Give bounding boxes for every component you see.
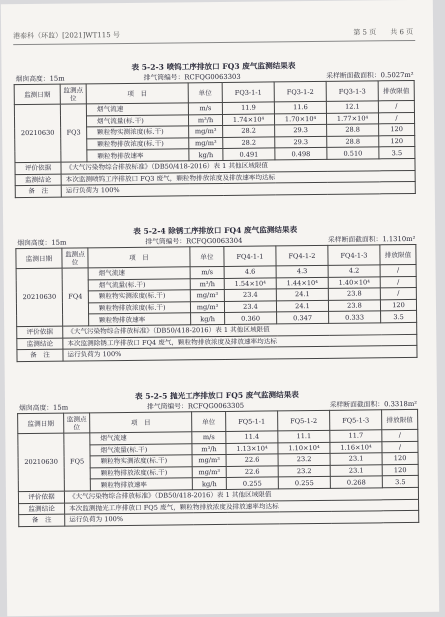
value-cell: 23.8 — [328, 300, 380, 312]
value-cell: 28.2 — [223, 137, 275, 149]
column-header: FQ3-1-2 — [274, 81, 326, 102]
remark-label: 备 注 — [19, 514, 65, 526]
value-cell: 4.3 — [276, 265, 328, 277]
column-header: 监测日期 — [16, 248, 62, 268]
limit-cell: 120 — [379, 124, 415, 136]
remark-text: 运行负荷为 100% — [65, 511, 419, 526]
value-cell: 1.40×10⁴ — [328, 276, 380, 288]
item-cell: 颗粒物排放速率 — [87, 149, 189, 162]
limit-cell: / — [382, 429, 418, 441]
monitoring-section-fq3 — [13, 59, 414, 198]
value-cell: 1.77×10⁴ — [326, 112, 378, 124]
column-header: 监测点位 — [64, 413, 90, 433]
outlet-code: 排气筒编号：RCFQG0063304 — [145, 236, 243, 246]
limit-cell: / — [378, 100, 414, 112]
column-header: FQ5-1-3 — [330, 410, 382, 431]
item-cell: 颗粒物排放浓度(标.干) — [87, 138, 189, 151]
value-cell: 0.491 — [223, 148, 275, 160]
basis-label: 评价依据 — [18, 491, 64, 503]
column-header: 监测点位 — [62, 248, 88, 268]
column-header: 排放限值 — [378, 80, 414, 100]
item-cell: 颗粒物排放浓度(标.干) — [88, 302, 190, 315]
limit-cell: 3.5 — [382, 476, 418, 488]
value-cell: 1.74×10⁴ — [222, 114, 274, 126]
item-cell: 颗粒物实测浓度(标.干) — [87, 126, 189, 139]
monitoring-section-fq4 — [15, 223, 416, 362]
unit-cell: mg/m³ — [189, 126, 223, 138]
value-cell: 1.44×10⁴ — [276, 277, 328, 289]
value-cell: 28.2 — [223, 125, 275, 137]
column-header: 单位 — [190, 246, 224, 266]
item-cell: 颗粒物排放浓度(标.干) — [90, 467, 192, 480]
value-cell: 22.6 — [226, 454, 278, 466]
value-cell: 11.4 — [226, 431, 278, 443]
value-cell: 23.2 — [278, 454, 330, 466]
section-area: 采样断面截面积：0.3318m² — [329, 399, 418, 409]
limit-cell: / — [380, 264, 416, 276]
column-header: FQ4-1-1 — [224, 246, 276, 267]
value-cell: 0.333 — [329, 311, 381, 323]
stack-height: 烟囱高度：15m — [15, 74, 65, 84]
conclusion-text: 本次监测除锈工序排放口 FQ4 废气，颗粒物排放浓度及排放速率均达标 — [63, 334, 417, 349]
conclusion-label: 监测结论 — [19, 503, 65, 515]
point-cell: FQ3 — [60, 104, 87, 162]
conclusion-label: 监测结论 — [15, 174, 61, 186]
section-area: 采样断面截面积：1.1310m² — [327, 234, 416, 244]
unit-cell: kg/h — [192, 478, 226, 490]
table-title: 表 5-2-4 除锈工序排放口 FQ4 废气监测结果表 — [133, 225, 298, 236]
value-cell: 11.1 — [278, 430, 330, 442]
unit-cell: mg/m³ — [192, 455, 226, 467]
limit-cell: 120 — [379, 135, 415, 147]
unit-cell: m/s — [192, 431, 226, 443]
value-cell: 0.255 — [278, 477, 330, 489]
value-cell: 23.4 — [224, 301, 276, 313]
column-header: 单位 — [192, 411, 226, 431]
date-cell: 20210630 — [14, 104, 61, 162]
column-header: FQ4-1-2 — [276, 245, 328, 266]
remark-label: 备 注 — [17, 349, 63, 361]
item-cell: 烟气流速 — [88, 267, 190, 280]
column-header: 监测日期 — [14, 84, 60, 104]
table-title: 表 5-2-3 喷钨工序排放口 FQ3 废气监测结果表 — [131, 61, 296, 72]
table-title: 表 5-2-5 抛光工序排放口 FQ5 废气监测结果表 — [134, 390, 299, 401]
item-cell: 烟气流量(标.干) — [86, 114, 188, 127]
unit-cell: kg/h — [191, 313, 225, 325]
value-cell: 11.9 — [222, 102, 274, 114]
item-cell: 颗粒物排放速率 — [89, 313, 191, 326]
value-cell: 23.4 — [224, 289, 276, 301]
basis-text: 《大气污染物综合排放标准》（DB50/418-2016）表 1 其他区域限值 — [61, 158, 415, 173]
column-header: 项 目 — [90, 412, 192, 433]
value-cell: 1.13×10⁴ — [226, 442, 278, 454]
column-header: 项 目 — [86, 83, 188, 104]
basis-text: 《大气污染物综合排放标准》（DB50/418-2016）表 1 其他区域限值 — [63, 322, 417, 337]
item-cell: 颗粒物实测浓度(标.干) — [88, 290, 190, 303]
item-cell: 烟气流速 — [90, 432, 192, 445]
item-cell: 颗粒物排放速率 — [90, 478, 192, 491]
stack-height: 烟囱高度：15m — [17, 238, 67, 248]
value-cell: 1.16×10⁴ — [330, 441, 382, 453]
value-cell: 24.1 — [276, 289, 328, 301]
value-cell: 28.8 — [327, 136, 379, 148]
limit-cell: 120 — [382, 464, 418, 476]
limit-cell: 120 — [382, 453, 418, 465]
result-table — [17, 409, 419, 527]
report-page — [1, 0, 439, 616]
unit-cell: m³/h — [188, 114, 222, 126]
item-cell: 烟气流量(标.干) — [88, 278, 190, 291]
column-header: 排放限值 — [380, 244, 416, 264]
unit-cell: mg/m³ — [189, 137, 223, 149]
value-cell: 4.6 — [224, 266, 276, 278]
value-cell: 1.10×10⁴ — [278, 442, 330, 454]
conclusion-label: 监测结论 — [17, 338, 63, 350]
column-header: 监测点位 — [60, 84, 86, 104]
value-cell: 23.1 — [330, 453, 382, 465]
monitoring-section-fq5 — [17, 388, 418, 527]
basis-label: 评价依据 — [15, 162, 61, 174]
remark-label: 备 注 — [15, 185, 61, 197]
column-header: FQ4-1-3 — [328, 245, 380, 266]
value-cell: 0.347 — [277, 312, 329, 324]
value-cell: 29.3 — [275, 136, 327, 148]
value-cell: 28.8 — [327, 124, 379, 136]
column-header: FQ3-1-1 — [222, 82, 274, 103]
section-area: 采样断面截面积：0.5027m² — [326, 70, 414, 80]
limit-cell: / — [380, 288, 416, 300]
conclusion-text: 本次监测抛光工序排放口 FQ5 废气，颗粒物排放浓度及排放速率均达标 — [65, 499, 419, 514]
limit-cell: 120 — [380, 299, 416, 311]
value-cell: 22.6 — [226, 466, 278, 478]
value-cell: 1.70×10⁴ — [274, 113, 326, 125]
value-cell: 23.1 — [330, 465, 382, 477]
remark-text: 运行负荷为 100% — [63, 346, 417, 361]
unit-cell: m/s — [190, 266, 224, 278]
value-cell: 29.3 — [275, 125, 327, 137]
unit-cell: mg/m³ — [192, 466, 226, 478]
value-cell: 11.7 — [330, 430, 382, 442]
column-header: 监测日期 — [18, 413, 64, 433]
stack-height: 烟囱高度：15m — [18, 403, 69, 413]
remark-text: 运行负荷为 100% — [61, 182, 415, 197]
column-header: 排放限值 — [382, 409, 418, 429]
value-cell: 0.498 — [275, 148, 327, 160]
value-cell: 23.8 — [328, 288, 380, 300]
limit-cell: / — [382, 441, 418, 453]
item-cell: 烟气流量(标.干) — [90, 443, 192, 456]
basis-label: 评价依据 — [17, 326, 63, 338]
result-table — [14, 80, 416, 198]
basis-text: 《大气污染物综合排放标准》（DB50/418-2016）表 1 其他区域限值 — [64, 487, 418, 502]
point-cell: FQ5 — [64, 433, 91, 491]
value-cell: 0.255 — [226, 477, 278, 489]
unit-cell: mg/m³ — [190, 290, 224, 302]
unit-cell: m/s — [188, 102, 222, 114]
value-cell: 0.360 — [225, 312, 277, 324]
page-number: 第 5 页 共 6 页 — [353, 27, 414, 37]
value-cell: 23.2 — [278, 465, 330, 477]
value-cell: 24.1 — [276, 300, 328, 312]
limit-cell: 3.5 — [381, 311, 417, 323]
value-cell: 1.54×10⁴ — [224, 278, 276, 290]
column-header: FQ5-1-2 — [278, 410, 330, 431]
report-number: 港泰科（环监）[2021]WT115 号 — [13, 31, 120, 41]
point-cell: FQ4 — [62, 268, 89, 326]
value-cell: 12.1 — [326, 101, 378, 113]
column-header: FQ3-1-3 — [326, 81, 378, 102]
date-cell: 20210630 — [18, 433, 65, 491]
conclusion-text: 本次监测喷钨工序排放口 FQ3 废气，颗粒物排放浓度及排放速率均达标 — [61, 170, 415, 185]
column-header: FQ5-1-1 — [226, 411, 278, 432]
outlet-code: 排气筒编号：RCFQG0063305 — [146, 401, 245, 411]
column-header: 项 目 — [88, 247, 190, 268]
date-cell: 20210630 — [16, 268, 63, 326]
unit-cell: mg/m³ — [190, 301, 224, 313]
unit-cell: m³/h — [192, 443, 226, 455]
value-cell: 0.268 — [330, 476, 382, 488]
value-cell: 11.6 — [274, 101, 326, 113]
unit-cell: kg/h — [189, 149, 223, 161]
item-cell: 颗粒物实测浓度(标.干) — [90, 455, 192, 468]
limit-cell: 3.5 — [379, 147, 415, 159]
value-cell: 0.510 — [327, 147, 379, 159]
limit-cell: / — [380, 276, 416, 288]
outlet-code: 排气筒编号：RCFQG0063303 — [143, 72, 241, 82]
value-cell: 4.2 — [328, 265, 380, 277]
item-cell: 烟气流速 — [86, 103, 188, 116]
column-header: 单位 — [188, 82, 222, 102]
limit-cell: / — [378, 112, 414, 124]
result-table — [15, 244, 417, 362]
unit-cell: m³/h — [190, 278, 224, 290]
